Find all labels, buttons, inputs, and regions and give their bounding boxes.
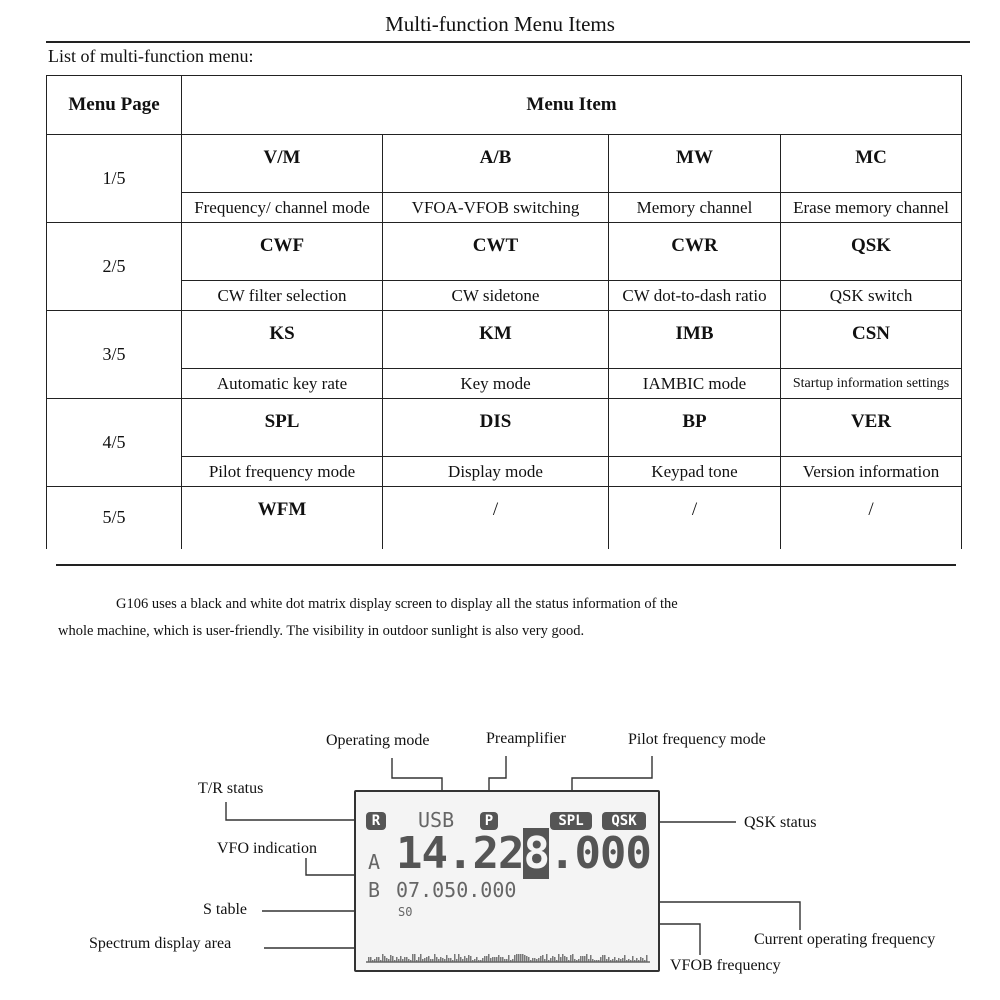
spectrum-bar: [508, 955, 510, 962]
spectrum-bar: [522, 954, 524, 962]
spectrum-bar: [428, 956, 430, 962]
spectrum-bar: [454, 954, 456, 962]
menu-desc-cell: Display mode: [383, 457, 609, 487]
menu-desc-cell: Startup information settings: [781, 369, 962, 399]
menu-page-cell: 5/5: [47, 487, 182, 549]
frequency-cursor-digit: 8: [523, 828, 549, 879]
spectrum-bar: [392, 956, 394, 962]
frequency-main-part: 14.22: [396, 828, 524, 879]
spectrum-bar: [484, 956, 486, 962]
menu-desc-cell: Version information: [781, 457, 962, 487]
spectrum-bar: [562, 954, 564, 962]
menu-desc-cell: Frequency/ channel mode: [182, 193, 383, 223]
label-vfob-frequency: VFOB frequency: [670, 957, 781, 974]
spectrum-bar: [558, 954, 560, 962]
spectrum-bar: [468, 955, 470, 962]
spectrum-bar: [604, 955, 606, 962]
spectrum-bar: [520, 954, 522, 962]
spectrum-bar: [382, 954, 384, 962]
menu-code-cell: CWF: [182, 223, 383, 281]
spectrum-bar: [632, 956, 634, 962]
spectrum-bar: [420, 954, 422, 962]
page-title: Multi-function Menu Items: [385, 12, 615, 36]
label-tr-status: T/R status: [198, 780, 264, 797]
paragraph-line-1: G106 uses a black and white dot matrix display screen to display all the status information of the: [116, 596, 678, 612]
spectrum-bar: [540, 956, 542, 962]
menu-code-cell: BP: [609, 399, 781, 457]
leader-tr-status: [226, 802, 368, 820]
menu-desc-cell: VFOA-VFOB switching: [383, 193, 609, 223]
spectrum-bar: [602, 955, 604, 962]
menu-desc-cell: Automatic key rate: [182, 369, 383, 399]
menu-code-cell: V/M: [182, 135, 383, 193]
spectrum-bar: [446, 955, 448, 962]
menu-code-cell: CSN: [781, 311, 962, 369]
spectrum-bar: [434, 954, 436, 962]
frequency-tail-part: .000: [548, 828, 651, 879]
lcd-display: [354, 790, 660, 972]
vfob-frequency: 07.050.000: [396, 878, 517, 902]
vfo-b-letter: B: [368, 878, 381, 902]
list-caption: List of multi-function menu:: [48, 46, 254, 66]
col-header-menu-page: Menu Page: [47, 76, 182, 135]
spectrum-bar: [384, 956, 386, 962]
spectrum-bar: [546, 954, 548, 962]
menu-desc-cell: Keypad tone: [609, 457, 781, 487]
menu-code-cell: A/B: [383, 135, 609, 193]
spectrum-bar: [414, 954, 416, 962]
menu-code-cell: CWT: [383, 223, 609, 281]
menu-code-cell: KS: [182, 311, 383, 369]
menu-code-cell: WFM: [182, 487, 383, 549]
menu-code-cell: /: [383, 487, 609, 549]
spectrum-bar: [570, 955, 572, 962]
menu-desc-cell: QSK switch: [781, 281, 962, 311]
spectrum-bar: [582, 956, 584, 962]
menu-code-cell: MW: [609, 135, 781, 193]
tr-status-badge: R: [366, 812, 386, 830]
label-current-operating-frequency: Current operating frequency: [754, 931, 936, 948]
menu-page-cell: 3/5: [47, 311, 182, 399]
spectrum-display: [358, 938, 658, 968]
spectrum-bar: [580, 956, 582, 962]
spectrum-bar: [584, 956, 586, 962]
spectrum-bar: [624, 955, 626, 962]
spectrum-bar: [564, 956, 566, 962]
spectrum-bar: [646, 955, 648, 962]
menu-code-cell: IMB: [609, 311, 781, 369]
s-meter-text: S0: [398, 905, 413, 919]
spl-badge: SPL: [550, 812, 592, 830]
label-s-table: S table: [203, 901, 247, 918]
menu-desc-cell: CW sidetone: [383, 281, 609, 311]
spectrum-bar: [486, 956, 488, 962]
spectrum-bar: [542, 955, 544, 962]
menu-code-cell: KM: [383, 311, 609, 369]
label-qsk-status: QSK status: [744, 814, 817, 831]
spectrum-bar: [514, 955, 516, 962]
spectrum-bar: [590, 955, 592, 962]
menu-page-cell: 2/5: [47, 223, 182, 311]
menu-code-cell: /: [609, 487, 781, 549]
menu-page-cell: 1/5: [47, 135, 182, 223]
menu-desc-cell: Memory channel: [609, 193, 781, 223]
label-pilot-frequency-mode: Pilot frequency mode: [628, 731, 766, 748]
spectrum-bar: [412, 954, 414, 962]
spectrum-bar: [524, 955, 526, 962]
spectrum-bar: [488, 954, 490, 962]
label-operating-mode: Operating mode: [326, 732, 430, 749]
menu-code-cell: MC: [781, 135, 962, 193]
spectrum-bar: [572, 954, 574, 962]
spectrum-bar: [498, 955, 500, 962]
spectrum-bar: [464, 956, 466, 962]
spectrum-bar: [552, 956, 554, 962]
spectrum-bar: [526, 956, 528, 962]
vfo-a-letter: A: [368, 850, 381, 874]
menu-code-cell: CWR: [609, 223, 781, 281]
spectrum-bar: [516, 954, 518, 962]
menu-desc-cell: CW filter selection: [182, 281, 383, 311]
label-preamplifier: Preamplifier: [486, 730, 566, 747]
current-frequency: [396, 828, 651, 879]
menu-page-cell: 4/5: [47, 399, 182, 487]
spectrum-bar: [518, 954, 520, 962]
label-spectrum-display-area: Spectrum display area: [89, 935, 232, 952]
menu-desc-cell: IAMBIC mode: [609, 369, 781, 399]
spectrum-bar: [470, 956, 472, 962]
menu-desc-cell: Erase memory channel: [781, 193, 962, 223]
spectrum-bar: [458, 954, 460, 962]
menu-desc-cell: Key mode: [383, 369, 609, 399]
spectrum-bar: [390, 955, 392, 962]
menu-desc-cell: Pilot frequency mode: [182, 457, 383, 487]
menu-code-cell: VER: [781, 399, 962, 457]
menu-code-cell: /: [781, 487, 962, 549]
col-header-menu-item: Menu Item: [182, 76, 962, 135]
menu-code-cell: SPL: [182, 399, 383, 457]
label-vfo-indication: VFO indication: [217, 840, 317, 857]
spectrum-bar: [586, 954, 588, 962]
qsk-badge: QSK: [602, 812, 646, 830]
menu-code-cell: QSK: [781, 223, 962, 281]
menu-desc-cell: CW dot-to-dash ratio: [609, 281, 781, 311]
paragraph-line-2: whole machine, which is user-friendly. The visibility in outdoor sunlight is also very good.: [58, 623, 585, 639]
spectrum-bar: [400, 956, 402, 962]
operating-mode-text: USB: [418, 808, 455, 832]
preamp-badge: P: [480, 812, 498, 830]
menu-code-cell: DIS: [383, 399, 609, 457]
